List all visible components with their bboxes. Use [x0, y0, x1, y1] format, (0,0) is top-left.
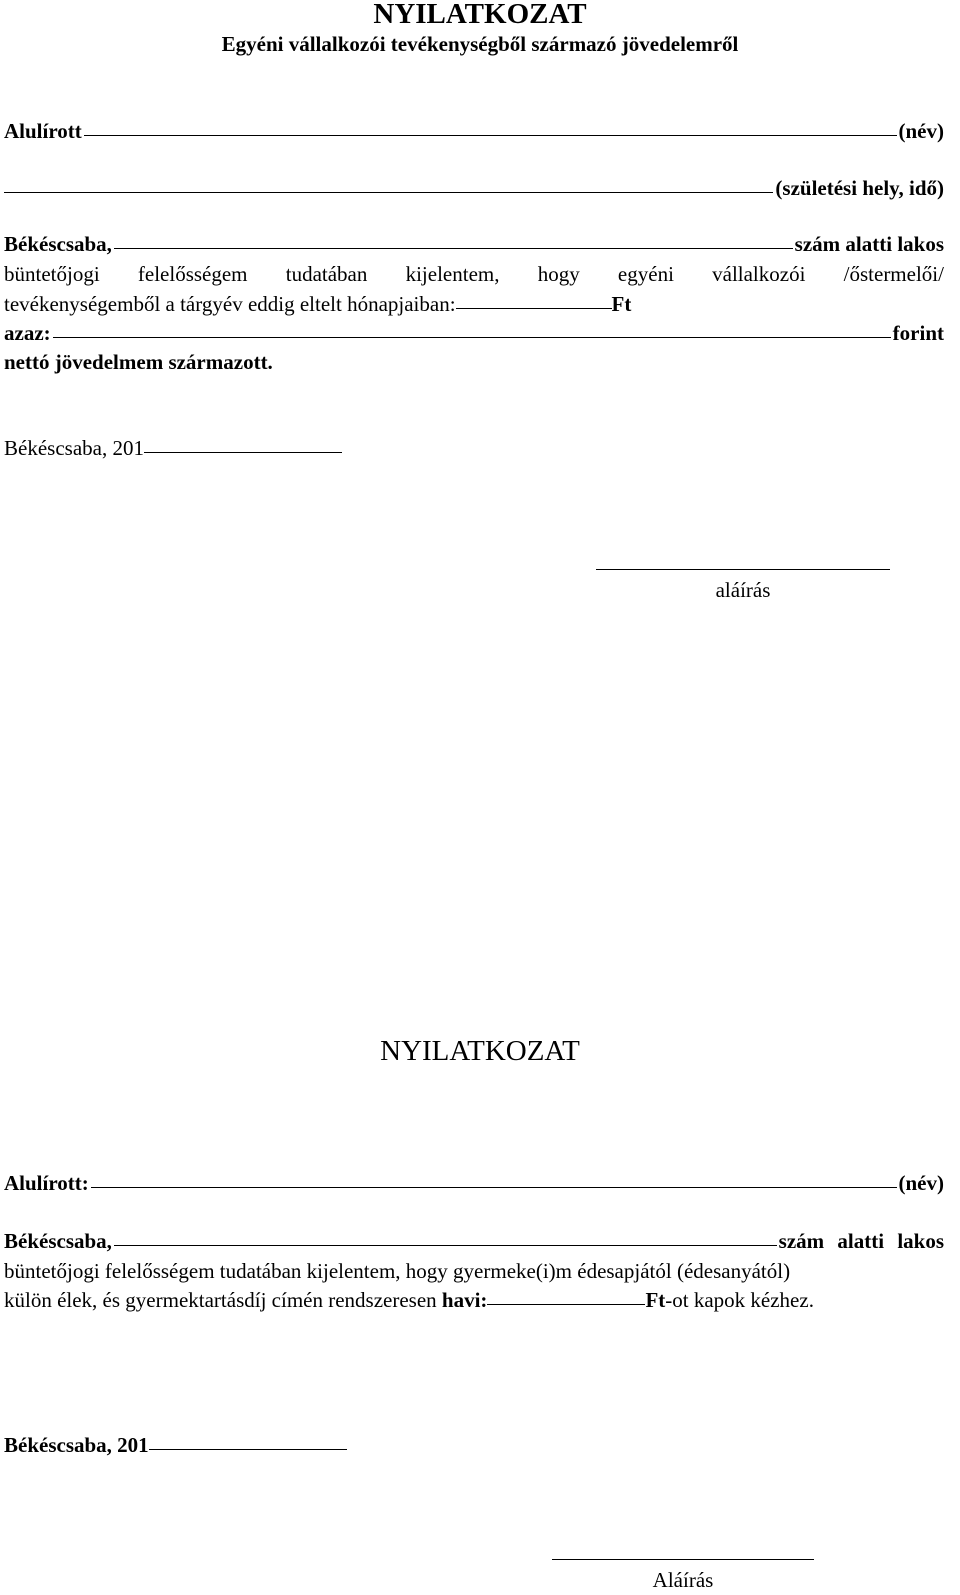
form2-monthly-label: havi: [441, 1288, 488, 1312]
form1-statement-word: /őstermelői/ [843, 262, 944, 286]
form2-signature-label: Aláírás [652, 1568, 714, 1592]
form1-birth-suffix: (születési hely, idő) [775, 176, 944, 200]
form2-date-prefix: Békéscsaba, 201 [4, 1433, 149, 1457]
form1-statement-word: felelősségem [137, 262, 248, 286]
form1-address-suffix: szám alatti lakos [794, 232, 944, 256]
form1-name-prefix: Alulírott [4, 119, 82, 143]
form1-birth-field[interactable] [4, 192, 773, 193]
form1-birth-line [4, 176, 944, 201]
form1-date-prefix: Békéscsaba, 201 [4, 436, 144, 460]
form2-name-prefix: Alulírott: [4, 1171, 89, 1195]
form1-in-words-suffix: forint [892, 321, 944, 345]
form1-date-field[interactable] [144, 452, 342, 453]
form1-in-words-line [4, 321, 944, 346]
form2-amount-field[interactable] [487, 1304, 645, 1305]
form1-statement-word: kijelentem, [405, 262, 500, 286]
form2-address-suffix: szám alatti lakos [778, 1229, 944, 1253]
form1-name-suffix: (név) [898, 119, 944, 143]
form1-statement-word: büntetőjogi [4, 262, 100, 286]
form2-name-line [4, 1171, 944, 1196]
form2-name-field[interactable] [91, 1187, 897, 1188]
form1-subtitle: Egyéni vállalkozói tevékenységből származó jövedelemről [221, 32, 739, 56]
form1-statement-word: vállalkozói [712, 262, 806, 286]
form1-amount-unit: Ft [611, 292, 632, 316]
form1-address-line [4, 232, 944, 257]
form1-signature-line[interactable] [596, 569, 890, 570]
form2-date-field[interactable] [149, 1449, 347, 1450]
form1-statement-line1 [4, 262, 944, 287]
form1-amount-field[interactable] [456, 308, 612, 309]
form1-address-field[interactable] [114, 248, 793, 249]
form2-statement-line1: büntetőjogi felelősségem tudatában kijelentem, hogy gyermeke(i)m édesapjától (édesanyától) [4, 1259, 791, 1283]
form1-name-line [4, 119, 944, 144]
form1-statement-line2-text: tevékenységemből a tárgyév eddig eltelt hónapjaiban: [4, 292, 456, 316]
form1-in-words-field[interactable] [53, 337, 891, 338]
form2-statement-end: -ot kapok kézhez. [665, 1288, 814, 1312]
form2-address-line [4, 1229, 944, 1254]
form1-statement-word: hogy [537, 262, 580, 286]
form1-statement-word: tudatában [285, 262, 368, 286]
form2-amount-unit: Ft [645, 1288, 666, 1312]
form2-statement-line2-text: külön élek, és gyermektartásdíj címén rendszeresen [4, 1288, 442, 1312]
form1-statement-line2 [4, 292, 631, 317]
form2-title: NYILATKOZAT [380, 1035, 580, 1067]
form2-statement-line2 [4, 1288, 814, 1313]
form1-statement-end: nettó jövedelmem származott. [4, 350, 273, 374]
form1-date-line [4, 436, 342, 461]
form1-title: NYILATKOZAT [373, 0, 587, 30]
form1-statement-word: egyéni [617, 262, 674, 286]
form2-date-line [4, 1433, 347, 1458]
form1-name-field[interactable] [84, 135, 897, 136]
form2-signature-line[interactable] [552, 1559, 814, 1560]
form1-address-prefix: Békéscsaba, [4, 232, 112, 256]
form1-signature-label: aláírás [715, 578, 771, 602]
form2-name-suffix: (név) [898, 1171, 944, 1195]
form1-in-words-prefix: azaz: [4, 321, 51, 345]
form2-address-field[interactable] [114, 1245, 777, 1246]
form2-address-prefix: Békéscsaba, [4, 1229, 112, 1253]
